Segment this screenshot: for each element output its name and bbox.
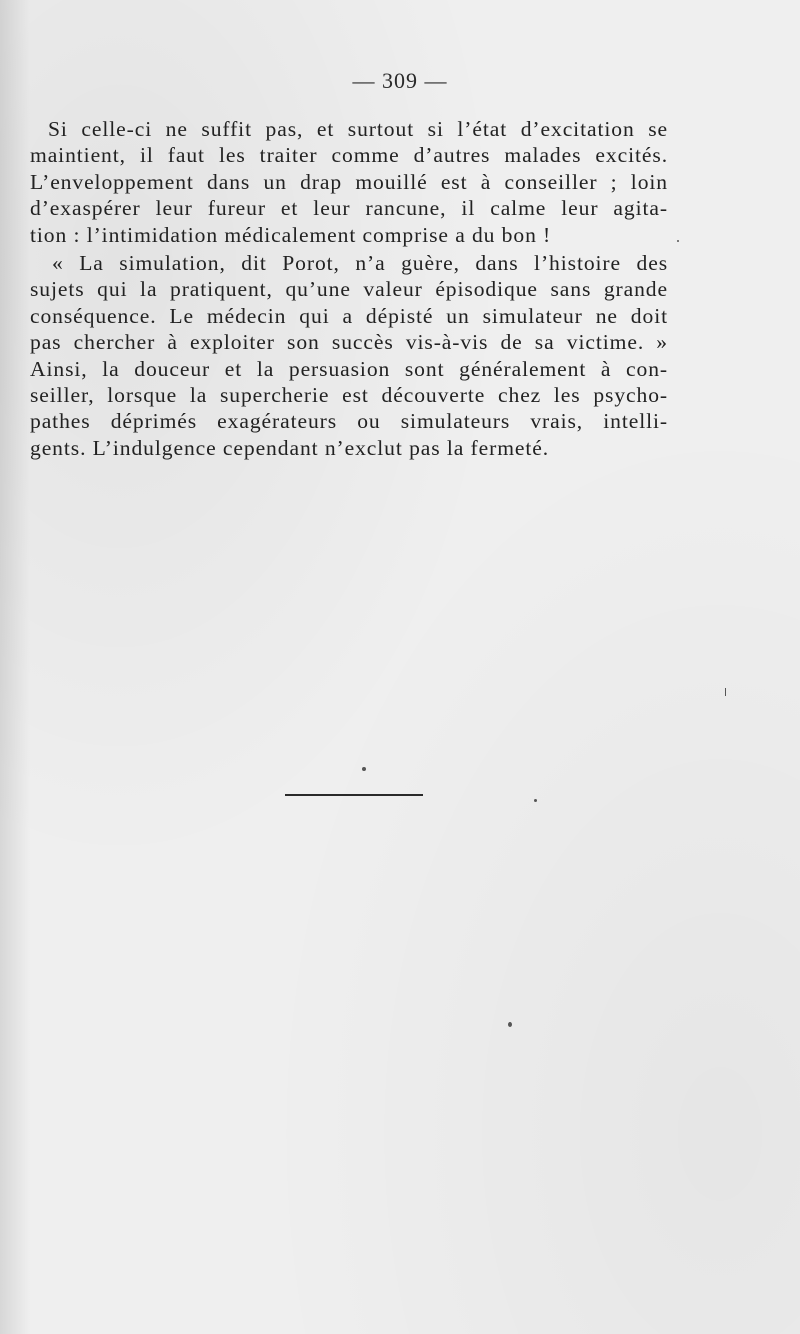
paper-speck (725, 688, 726, 696)
text-line: « La simulation, dit Porot, n’a guère, dans l’histoire des (52, 250, 668, 275)
text-line: pas chercher à exploiter son succès vis-à-vis de sa victime. » (30, 330, 668, 355)
paper-speck (534, 799, 537, 802)
page-body (30, 116, 668, 461)
paper-speck (362, 767, 366, 771)
text-line: gents. L’indulgence cependant n’exclut pas la fermeté. (30, 435, 550, 460)
paper-speck (508, 1022, 512, 1027)
text-line: seiller, lorsque la supercherie est découverte chez les psycho- (30, 382, 668, 407)
text-line: sujets qui la pratiquent, qu’une valeur épisodique sans grande (30, 277, 668, 302)
text-line: maintient, il faut les traiter comme d’autres malades excités. (30, 143, 668, 168)
text-line: Ainsi, la douceur et la persuasion sont généralement à con- (30, 356, 668, 381)
page-number: — 309 — (352, 68, 448, 93)
section-end-rule (285, 794, 423, 796)
text-line: conséquence. Le médecin qui a dépisté un simulateur ne doit (30, 303, 668, 328)
text-line: Si celle-ci ne suffit pas, et surtout si l’état d’excitation se (48, 117, 668, 141)
paper-speck (677, 240, 679, 242)
page-edge-shadow (0, 0, 30, 1334)
text-line: tion : l’intimidation médicalement comprise a du bon ! (30, 222, 552, 247)
text-line: d’exaspérer leur fureur et leur rancune, il calme leur agita- (30, 196, 668, 221)
text-line: pathes déprimés exagérateurs ou simulateurs vrais, intelli- (30, 409, 668, 434)
text-line: L’enveloppement dans un drap mouillé est à conseiller ; loin (30, 169, 668, 194)
